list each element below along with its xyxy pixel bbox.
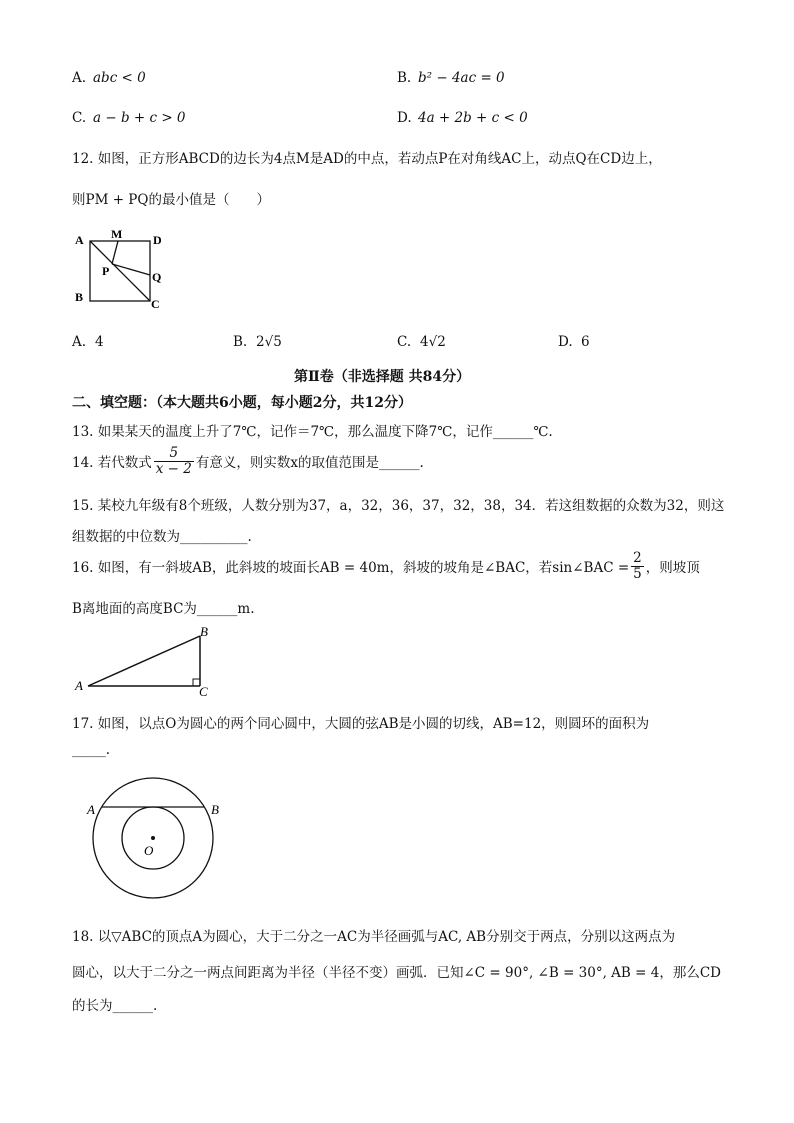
q18-line2: 圆心，以大于二分之一两点间距离为半径（半径不变）画弧．已知∠C = 90°, ∠B = 30°, AB = 4，那么CD [72,965,721,981]
label-p: P [102,264,110,278]
q17-concentric-circles-figure [80,770,230,905]
center-point-o [151,836,155,840]
q11-option-b: b² − 4ac = 0 [418,70,505,86]
q17-line1: 17. 如图，以点O为圆心的两个同心圆中，大圆的弦AB是小圆的切线，AB=12，则圆环的面积为 [72,716,650,732]
q16-text [72,551,700,582]
label-a: A [75,678,83,693]
q16-line2: B离地面的高度BC为______m. [72,601,255,617]
q14-prefix: 14. 若代数式 [72,455,152,472]
q16-suffix: ，则坡顶 [645,560,700,577]
q11-option-d-label: D. [397,110,412,126]
q11-option-a-label: A. [72,70,87,86]
label-o: O [144,843,154,858]
segment-ab [88,636,200,686]
q11-option-d: 4a + 2b + c < 0 [418,110,528,126]
q11-option-c: a − b + c > 0 [93,110,186,126]
q14-suffix: 有意义，则实数x的取值范围是______. [195,455,424,472]
q12-option-b-label: B. [233,334,248,350]
q12-option-c: 4√2 [420,334,446,350]
q12-line1: 12. 如图，正方形ABCD的边长为4点M是AD的中点，若动点P在对角线AC上，动点Q在CD边上， [72,151,662,167]
q14-numerator: 5 [154,446,194,462]
q18-line3: 的长为______. [72,998,158,1014]
label-a: A [87,802,95,817]
label-c: C [151,297,160,310]
q16-numerator: 2 [633,550,642,566]
q14-fraction [154,446,194,477]
label-c: C [199,684,208,698]
q12-option-d-label: D. [558,334,573,350]
q14-denominator: x − 2 [155,460,192,477]
q11-option-c-label: C. [72,110,87,126]
q15-line1: 15. 某校九年级有8个班级，人数分别为37，a，32，36，37，32，38，34．若这组数据的众数为32，则这 [72,498,725,514]
q12-option-a: 4 [95,334,104,350]
q12-option-b: 2√5 [256,334,282,350]
q16-prefix: 16. 如图，有一斜坡AB，此斜坡的坡面长AB = 40m，斜坡的坡角是∠BAC，若sin∠BAC = [72,560,630,577]
q16-fraction [631,551,644,582]
segment-pm [112,241,118,264]
q15-line2: 组数据的中位数为__________. [72,529,252,545]
q13-text: 13. 如果某天的温度上升了7℃，记作＝7℃，那么温度下降7℃，记作______℃. [72,424,553,440]
q14-text [72,446,424,477]
q18-line1: 18. 以▽ABC的顶点A为圆心，大于二分之一AC为半径画弧与AC, AB分别交于两点，分别以这两点为 [72,929,676,945]
q12-option-d: 6 [581,334,590,350]
label-q: Q [152,270,162,284]
label-m: M [111,227,123,241]
fill-in-section-title: 二、填空题：（本大题共6小题，每小题2分，共12分） [72,395,412,411]
label-b: B [75,290,84,304]
label-b: B [211,802,219,817]
q12-square-figure [70,225,170,310]
q11-option-b-label: B. [397,70,412,86]
label-a: A [75,233,84,247]
q11-option-a: abc < 0 [93,70,146,86]
q17-line2: _____. [72,742,111,758]
label-b: B [200,624,208,639]
q12-option-c-label: C. [397,334,412,350]
label-d: D [153,233,162,247]
section2-title: 第Ⅱ卷（非选择题 共84分） [294,369,471,385]
q12-line2: 则PM + PQ的最小值是（ ） [72,192,270,208]
q16-denominator: 5 [633,565,642,582]
diagonal-ac [90,241,150,301]
q12-option-a-label: A. [72,334,87,350]
q16-slope-figure [70,623,220,698]
